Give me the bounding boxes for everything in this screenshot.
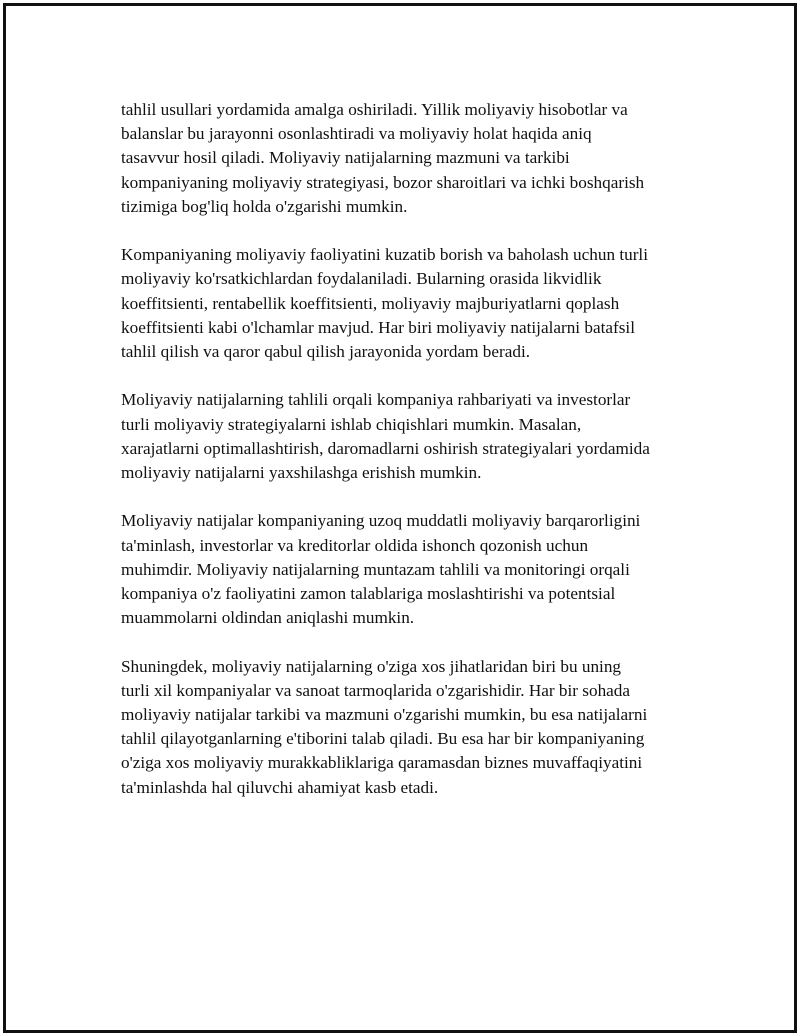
text-line: xarajatlarni optimallashtirish, daromadlarni oshirish strategiyalari yordamida — [121, 438, 650, 458]
text-line: tahlil qilayotganlarning e'tiborini talab qiladi. Bu esa har bir kompaniyaning — [121, 729, 645, 749]
text-line: ta'minlashda hal qiluvchi ahamiyat kasb etadi. — [121, 777, 439, 797]
text-line: balanslar bu jarayonni osonlashtiradi va moliyaviy holat haqida aniq — [121, 124, 592, 144]
document-body — [121, 98, 711, 824]
paragraph-3 — [121, 388, 711, 485]
text-line: tahlil qilish va qaror qabul qilish jarayonida yordam beradi. — [121, 342, 531, 362]
text-line: turli moliyaviy strategiyalarni ishlab chiqishlari mumkin. Masalan, — [121, 414, 582, 434]
page-frame — [3, 3, 797, 1033]
text-line: muhimdir. Moliyaviy natijalarning muntazam tahlili va monitoringi orqali — [121, 559, 630, 579]
text-line: koeffitsienti, rentabellik koeffitsienti, moliyaviy majburiyatlarni qoplash — [121, 293, 620, 313]
text-line: o'ziga xos moliyaviy murakkabliklariga qaramasdan biznes muvaffaqiyatini — [121, 753, 643, 773]
paragraph-5 — [121, 655, 711, 800]
text-line: Moliyaviy natijalarning tahlili orqali kompaniya rahbariyati va investorlar — [121, 390, 631, 410]
text-line: kompaniya o'z faoliyatini zamon talablariga moslashtirishi va potentsial — [121, 584, 616, 604]
text-line: kompaniyaning moliyaviy strategiyasi, bozor sharoitlari va ichki boshqarish — [121, 172, 645, 192]
text-line: tasavvur hosil qiladi. Moliyaviy natijalarning mazmuni va tarkibi — [121, 148, 570, 168]
text-line: Shuningdek, moliyaviy natijalarning o'ziga xos jihatlaridan biri bu uning — [121, 656, 622, 676]
text-line: moliyaviy ko'rsatkichlardan foydalaniladi. Bularning orasida likvidlik — [121, 269, 602, 289]
text-line: tizimiga bog'liq holda o'zgarishi mumkin. — [121, 196, 408, 216]
paragraph-1 — [121, 98, 711, 219]
text-line: moliyaviy natijalar tarkibi va mazmuni o'zgarishi mumkin, bu esa natijalarni — [121, 705, 648, 725]
text-line: Moliyaviy natijalar kompaniyaning uzoq muddatli moliyaviy barqarorligini — [121, 511, 641, 531]
text-line: moliyaviy natijalarni yaxshilashga erishish mumkin. — [121, 463, 482, 483]
text-line: tahlil usullari yordamida amalga oshiriladi. Yillik moliyaviy hisobotlar va — [121, 100, 628, 119]
paragraph-2 — [121, 243, 711, 364]
text-line: turli xil kompaniyalar va sanoat tarmoqlarida o'zgarishidir. Har bir sohada — [121, 680, 631, 700]
text-line: muammolarni oldindan aniqlashi mumkin. — [121, 608, 415, 628]
text-line: koeffitsienti kabi o'lchamlar mavjud. Har biri moliyaviy natijalarni batafsil — [121, 317, 635, 337]
text-line: ta'minlash, investorlar va kreditorlar oldida ishonch qozonish uchun — [121, 535, 589, 555]
text-line: Kompaniyaning moliyaviy faoliyatini kuzatib borish va baholash uchun turli — [121, 245, 648, 265]
paragraph-4 — [121, 509, 711, 630]
